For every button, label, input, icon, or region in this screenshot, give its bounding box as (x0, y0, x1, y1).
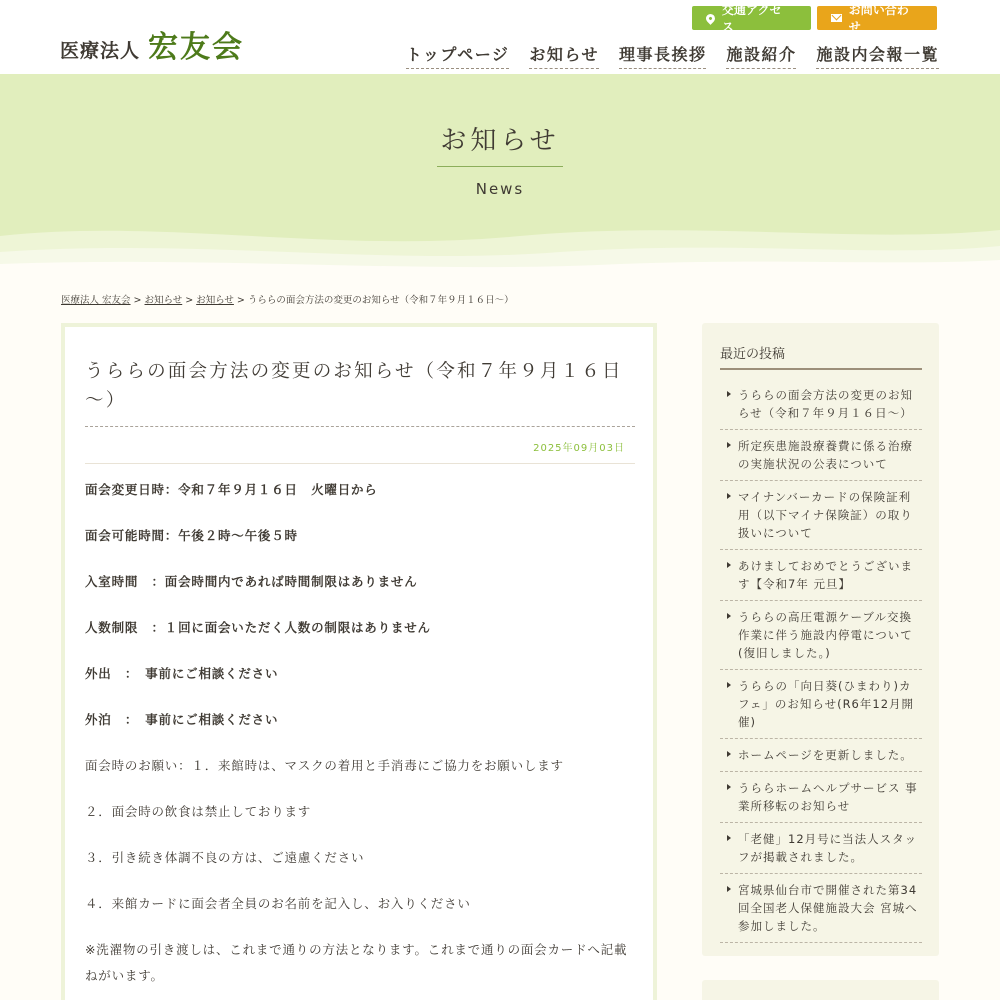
recent-post-title: うららの「向日葵(ひまわり)カフェ」のお知らせ(R6年12月開催) (738, 679, 915, 729)
breadcrumb-news-category[interactable]: お知らせ (196, 295, 234, 306)
arrow-right-icon (727, 562, 731, 568)
breadcrumb-separator: > (236, 295, 245, 306)
logo-small-text: 医療法人 (60, 40, 141, 62)
page-title: お知らせ (440, 126, 560, 156)
recent-post-link[interactable] (720, 670, 922, 739)
recent-post-link[interactable] (720, 601, 922, 670)
arrow-right-icon (727, 391, 731, 397)
nav-facilities[interactable]: 施設紹介 (726, 42, 796, 69)
article (61, 323, 657, 1000)
recent-post-link[interactable] (720, 550, 922, 601)
arrow-right-icon (727, 613, 731, 619)
recent-post-title: ホームページを更新しました。 (738, 748, 913, 762)
recent-post-title: 所定疾患施設療養費に係る治療の実施状況の公表について (738, 439, 913, 471)
nav-news[interactable]: お知らせ (529, 42, 599, 69)
nav-director-greeting[interactable]: 理事長挨拶 (619, 42, 707, 69)
overnight-rule: 外泊 ： 事前にご相談ください (85, 712, 279, 727)
arrow-right-icon (727, 751, 731, 757)
site-header (0, 0, 1000, 74)
recent-post-title: うららの面会方法の変更のお知らせ（令和７年９月１６日〜） (738, 388, 913, 420)
breadcrumb-separator: > (133, 295, 142, 306)
nav-newsletters[interactable]: 施設内会報一覧 (816, 42, 939, 69)
access-button-label: 交通アクセス (721, 3, 782, 34)
recent-posts-list (720, 379, 922, 943)
breadcrumb-home[interactable]: 医療法人 宏友会 (61, 295, 131, 306)
mail-icon (831, 14, 842, 22)
arrow-right-icon (727, 784, 731, 790)
arrow-right-icon (727, 493, 731, 499)
visitor-limit: 人数制限 ：１回に面会いただく人数の制限はありません (85, 620, 431, 635)
request-1: 面会時のお願い：１．来館時は、マスクの着用と手消毒にご協力をお願いします (85, 758, 564, 773)
recent-post-title: うららの高圧電源ケーブル交換作業に伴う施設内停電について(復旧しました。) (738, 610, 913, 660)
hero-divider (437, 166, 563, 167)
laundry-note: ※洗濯物の引き渡しは、これまで通りの方法となります。これまで通りの面会カードへ記載 (85, 942, 628, 957)
page-subtitle: News (475, 180, 525, 198)
recent-post-title: 宮城県仙台市で開催された第34回全国老人保健施設大会 宮城へ参加しました。 (738, 883, 918, 933)
article-date: 2025年09月03日 (533, 443, 625, 454)
title-divider (85, 426, 635, 427)
recent-post-link[interactable] (720, 430, 922, 481)
logo-big-text: 宏友会 (148, 30, 245, 65)
recent-post-title: あけましておめでとうございます【令和7年 元旦】 (738, 559, 913, 591)
hero-wave (0, 214, 1000, 274)
article-title-line: 〜） (85, 390, 127, 411)
arrow-right-icon (727, 442, 731, 448)
recent-post-link[interactable] (720, 823, 922, 874)
request-2: ２．面会時の飲食は禁止しております (85, 804, 312, 819)
page-hero (0, 74, 1000, 274)
map-pin-icon (704, 12, 717, 25)
sidebar-widget (702, 980, 939, 1000)
laundry-note-cont: ねがいます。 (85, 968, 164, 983)
recent-post-link[interactable] (720, 772, 922, 823)
request-4: ４．来館カードに面会者全員のお名前を記入し、お入りください (85, 896, 471, 911)
recent-post-link[interactable] (720, 481, 922, 550)
date-divider (85, 463, 635, 464)
entry-time: 入室時間 ：面会時間内であれば時間制限はありません (85, 574, 418, 589)
recent-post-title: マイナンバーカードの保険証利用（以下マイナ保険証）の取り扱いについて (738, 490, 913, 540)
sidebar-heading: 最近の投稿 (720, 343, 922, 370)
recent-posts-sidebar (702, 323, 939, 956)
arrow-right-icon (727, 682, 731, 688)
main-nav (406, 42, 939, 69)
recent-post-title: うららホームヘルプサービス 事業所移転のお知らせ (738, 781, 918, 813)
outing-rule: 外出 ： 事前にご相談ください (85, 666, 279, 681)
arrow-right-icon (727, 886, 731, 892)
visit-change-date: 面会変更日時：令和７年９月１６日 火曜日から (85, 482, 378, 497)
breadcrumb-news[interactable]: お知らせ (144, 295, 183, 306)
recent-post-title: 「老健」12月号に当法人スタッフが掲載されました。 (738, 832, 918, 864)
site-logo[interactable] (60, 22, 244, 66)
article-title (85, 357, 635, 415)
contact-button[interactable] (817, 3, 937, 34)
header-buttons (692, 3, 937, 34)
visit-hours: 面会可能時間：午後２時〜午後５時 (85, 528, 298, 543)
breadcrumb (61, 292, 514, 306)
arrow-right-icon (727, 835, 731, 841)
nav-top-page[interactable]: トップページ (406, 42, 510, 69)
contact-button-label: お問い合わせ (848, 3, 909, 34)
recent-post-link[interactable] (720, 739, 922, 772)
breadcrumb-current: うららの面会方法の変更のお知らせ（令和７年９月１６日〜） (247, 295, 514, 306)
recent-post-link[interactable] (720, 379, 922, 430)
request-3: ３．引き続き体調不良の方は、ご遠慮ください (85, 850, 365, 865)
breadcrumb-separator: > (185, 295, 194, 306)
article-title-line: うららの面会方法の変更のお知らせ（令和７年９月１６日 (85, 361, 623, 382)
recent-post-link[interactable] (720, 874, 922, 943)
access-button[interactable] (692, 3, 811, 34)
